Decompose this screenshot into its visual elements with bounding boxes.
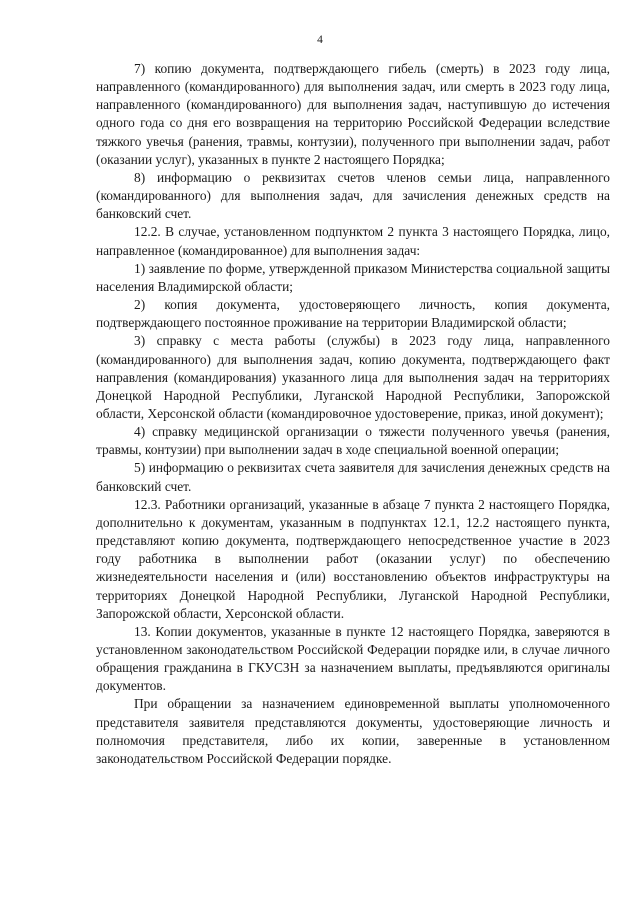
paragraph-12-2-item-5-bank-details: 5) информацию о реквизитах счета заявителя для зачисления денежных средств на банковский счет.	[96, 460, 610, 494]
paragraph-section-12-2: 12.2. В случае, установленном подпунктом 2 пункта 3 настоящего Порядка, лицо, направленное (командированное) для выполнения задач:	[96, 224, 610, 258]
paragraph-representative: При обращении за назначением единовременной выплаты уполномоченного представителя заявителя представляются документы, удостоверяющие личность и полномочия представителя, либо их копии, заверенные в установленном законодательством Российской Федерации порядке.	[96, 696, 610, 766]
paragraph-12-2-item-4-medical-certificate: 4) справку медицинской организации о тяжести полученного увечья (ранения, травмы, контузии) при выполнении задач в ходе специальной военной операции;	[96, 424, 610, 458]
page-number: 4	[317, 34, 323, 46]
paragraph-section-13: 13. Копии документов, указанные в пункте 12 настоящего Порядка, заверяются в установленном законодательством Российской Федерации порядке или, в случае личного обращения гражданина в ГКУСЗН за назначением выплаты, предъявляются оригиналы документов.	[96, 623, 610, 694]
paragraph-12-2-item-1-application: 1) заявление по форме, утвержденной приказом Министерства социальной защиты населения Владимирской области;	[96, 260, 610, 294]
paragraph-section-12-3: 12.3. Работники организаций, указанные в абзаце 7 пункта 2 настоящего Порядка, дополнительно к документам, указанным в подпунктах 12.1, 12.2 настоящего пункта, представляют копию документа, подтверждающего непосредственное участие в 2023 году работника в выполнении работ (оказании услуг) по обеспечению жизнедеятельности населения и (или) восстановлению объектов инфраструктуры на территориях Донецкой Народной Республики, Луганской Народной Республики, Запорожской области, Херсонской области.	[96, 496, 610, 621]
paragraph-item-7-death-document: 7) копию документа, подтверждающего гибель (смерть) в 2023 году лица, направленного (командированного) для выполнения задач, или смерть в 2023 году лица, направленного (командированного) для выполнения задач, наступившую до истечения одного года со дня его возвращения на территорию Российской Федерации вследствие тяжкого увечья (ранения, травмы, контузии), полученного при выполнении задач, работ (оказании услуг), указанных в пункте 2 настоящего Порядка;	[96, 61, 610, 167]
paragraph-12-2-item-3-work-certificate: 3) справку с места работы (службы) в 2023 году лица, направленного (командированного) для выполнения задач, копию документа, подтверждающего факт направления (командирования) указанного лица для выполнения задач на территориях Донецкой Народной Республики, Луганской Народной Республики, Запорожской области, Херсонской области (командировочное удостоверение, приказ, иной документ);	[96, 333, 610, 421]
paragraph-12-2-item-2-identity: 2) копия документа, удостоверяющего личность, копия документа, подтверждающего постоянное проживание на территории Владимирской области;	[96, 297, 610, 331]
paragraph-item-8-family-bank-details: 8) информацию о реквизитах счетов членов семьи лица, направленного (командированного) для выполнения задач, для зачисления денежных средств на банковский счет.	[96, 169, 610, 222]
document-body	[96, 60, 610, 768]
